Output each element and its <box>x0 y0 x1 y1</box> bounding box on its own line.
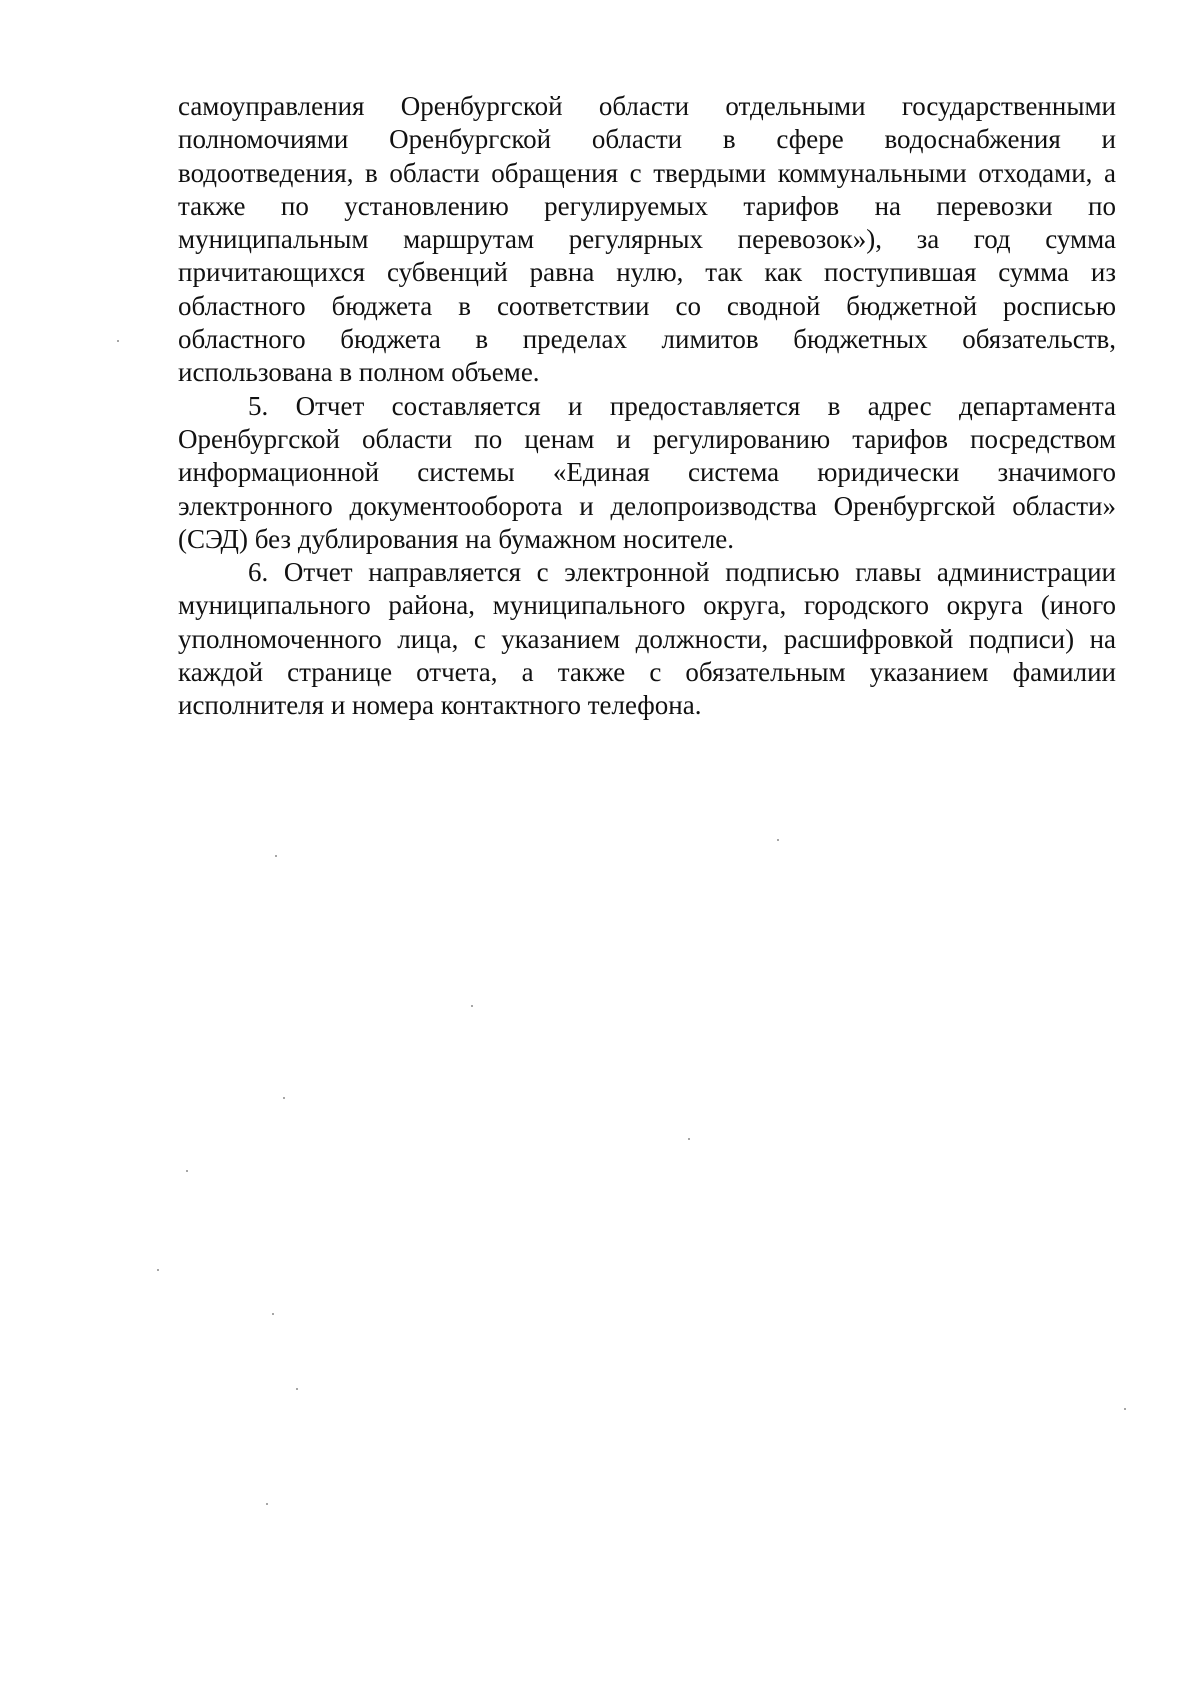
text-line: 6. Отчет направляется с электронной подписью главы администрации <box>248 557 1116 588</box>
text-line: самоуправления Оренбургской области отдельными государственными <box>178 91 1116 121</box>
scan-speck <box>275 855 277 857</box>
document-body <box>178 90 1116 723</box>
text-line: муниципального района, муниципального округа, городского округа (иного <box>178 590 1116 621</box>
scan-speck <box>471 1005 473 1007</box>
text-line: муниципальным маршрутам регулярных перевозок»), за год сумма <box>178 224 1116 255</box>
scan-speck <box>688 1138 690 1140</box>
scan-speck <box>157 1269 159 1271</box>
scan-speck <box>186 1170 188 1172</box>
scan-speck <box>272 1313 274 1315</box>
text-line: каждой странице отчета, а также с обязательным указанием фамилии <box>178 657 1116 688</box>
text-line: исполнителя и номера контактного телефона. <box>178 690 702 721</box>
text-line: причитающихся субвенций равна нулю, так как поступившая сумма из <box>178 257 1116 288</box>
text-line: уполномоченного лица, с указанием должности, расшифровкой подписи) на <box>178 623 1116 654</box>
text-line: областного бюджета в соответствии со сводной бюджетной росписью <box>178 290 1116 321</box>
scan-speck <box>1124 1408 1126 1410</box>
text-line: областного бюджета в пределах лимитов бюджетных обязательств, <box>178 324 1116 355</box>
text-line: 5. Отчет составляется и предоставляется в адрес департамента <box>248 390 1116 421</box>
scan-speck <box>283 1097 285 1099</box>
text-line: информационной системы «Единая система юридически значимого <box>178 457 1116 488</box>
scan-speck <box>777 839 779 841</box>
paragraph-item-5 <box>178 390 1116 556</box>
text-line: использована в полном объеме. <box>178 357 540 388</box>
text-line: водоотведения, в области обращения с твердыми коммунальными отходами, а <box>178 157 1116 188</box>
text-line: (СЭД) без дублирования на бумажном носителе. <box>178 523 735 554</box>
text-line: электронного документооборота и делопроизводства Оренбургской области» <box>178 490 1116 521</box>
paragraph-subventions <box>178 90 1116 390</box>
text-line: Оренбургской области по ценам и регулированию тарифов посредством <box>178 423 1116 454</box>
scan-speck <box>296 1388 298 1390</box>
scan-speck <box>117 340 119 342</box>
text-line: полномочиями Оренбургской области в сфере водоснабжения и <box>178 124 1116 155</box>
text-line: также по установлению регулируемых тарифов на перевозки по <box>178 190 1116 221</box>
scan-speck <box>266 1503 268 1505</box>
paragraph-item-6 <box>178 556 1116 722</box>
